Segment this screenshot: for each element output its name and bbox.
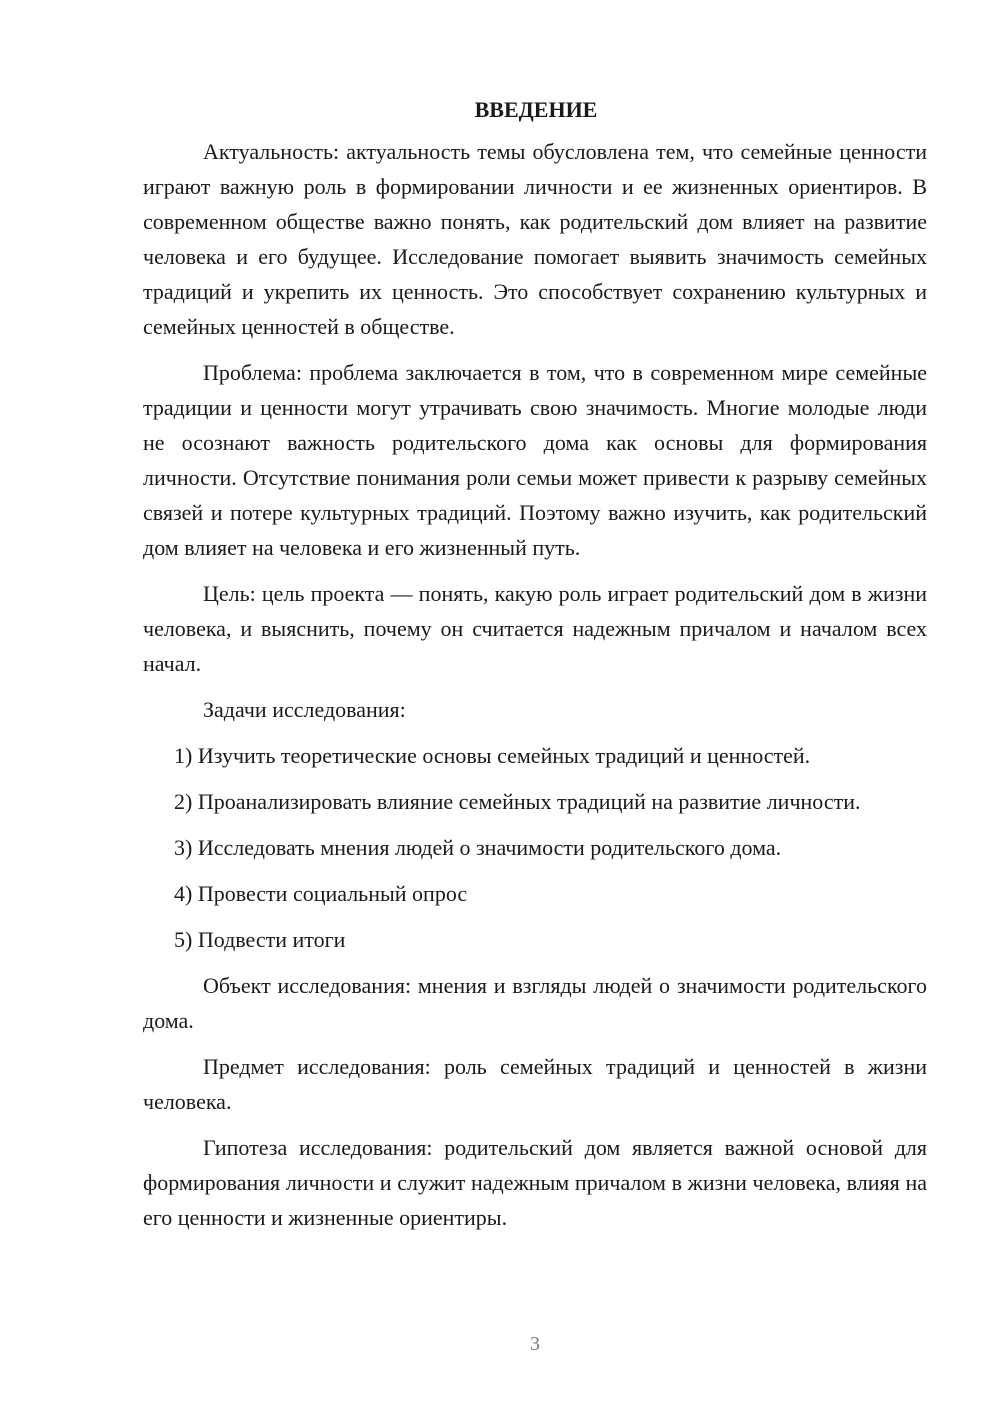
- page-title: ВВЕДЕНИЕ: [474, 97, 598, 122]
- task-item: 4) Провести социальный опрос: [174, 881, 468, 906]
- problem-paragraph: Проблема: проблема заключается в том, что в современном мире семейные традиции и ценности могут утрачивать свою значимость. Многие молодые люди не осознают важность родительского дома как основы для формирования личности. Отсутствие понимания роли семьи может привести к разрыву семейных связей и потере культурных традиций. Поэтому важно изучить, как родительский дом влияет на человека и его жизненный путь.: [143, 360, 927, 560]
- subject-paragraph: Предмет исследования: роль семейных традиций и ценностей в жизни человека.: [143, 1054, 927, 1114]
- object-paragraph: Объект исследования: мнения и взгляды людей о значимости родительского дома.: [143, 973, 927, 1033]
- tasks-heading: Задачи исследования:: [203, 697, 406, 722]
- page-content: [143, 92, 927, 1246]
- relevance-paragraph: Актуальность: актуальность темы обусловлена тем, что семейные ценности играют важную роль в формировании личности и ее жизненных ориентиров. В современном обществе важно понять, как родительский дом влияет на развитие человека и его будущее. Исследование помогает выявить значимость семейных традиций и укрепить их ценность. Это способствует сохранению культурных и семейных ценностей в обществе.: [143, 139, 927, 339]
- task-item: 2) Проанализировать влияние семейных традиций на развитие личности.: [174, 789, 861, 814]
- page-number: 3: [530, 1333, 540, 1355]
- task-item: 1) Изучить теоретические основы семейных традиций и ценностей.: [174, 743, 811, 768]
- goal-paragraph: Цель: цель проекта — понять, какую роль играет родительский дом в жизни человека, и выяснить, почему он считается надежным причалом и началом всех начал.: [143, 581, 927, 676]
- hypothesis-paragraph: Гипотеза исследования: родительский дом является важной основой для формирования личности и служит надежным причалом в жизни человека, влияя на его ценности и жизненные ориентиры.: [143, 1135, 927, 1230]
- task-item: 3) Исследовать мнения людей о значимости родительского дома.: [174, 835, 782, 860]
- task-item: 5) Подвести итоги: [174, 927, 346, 952]
